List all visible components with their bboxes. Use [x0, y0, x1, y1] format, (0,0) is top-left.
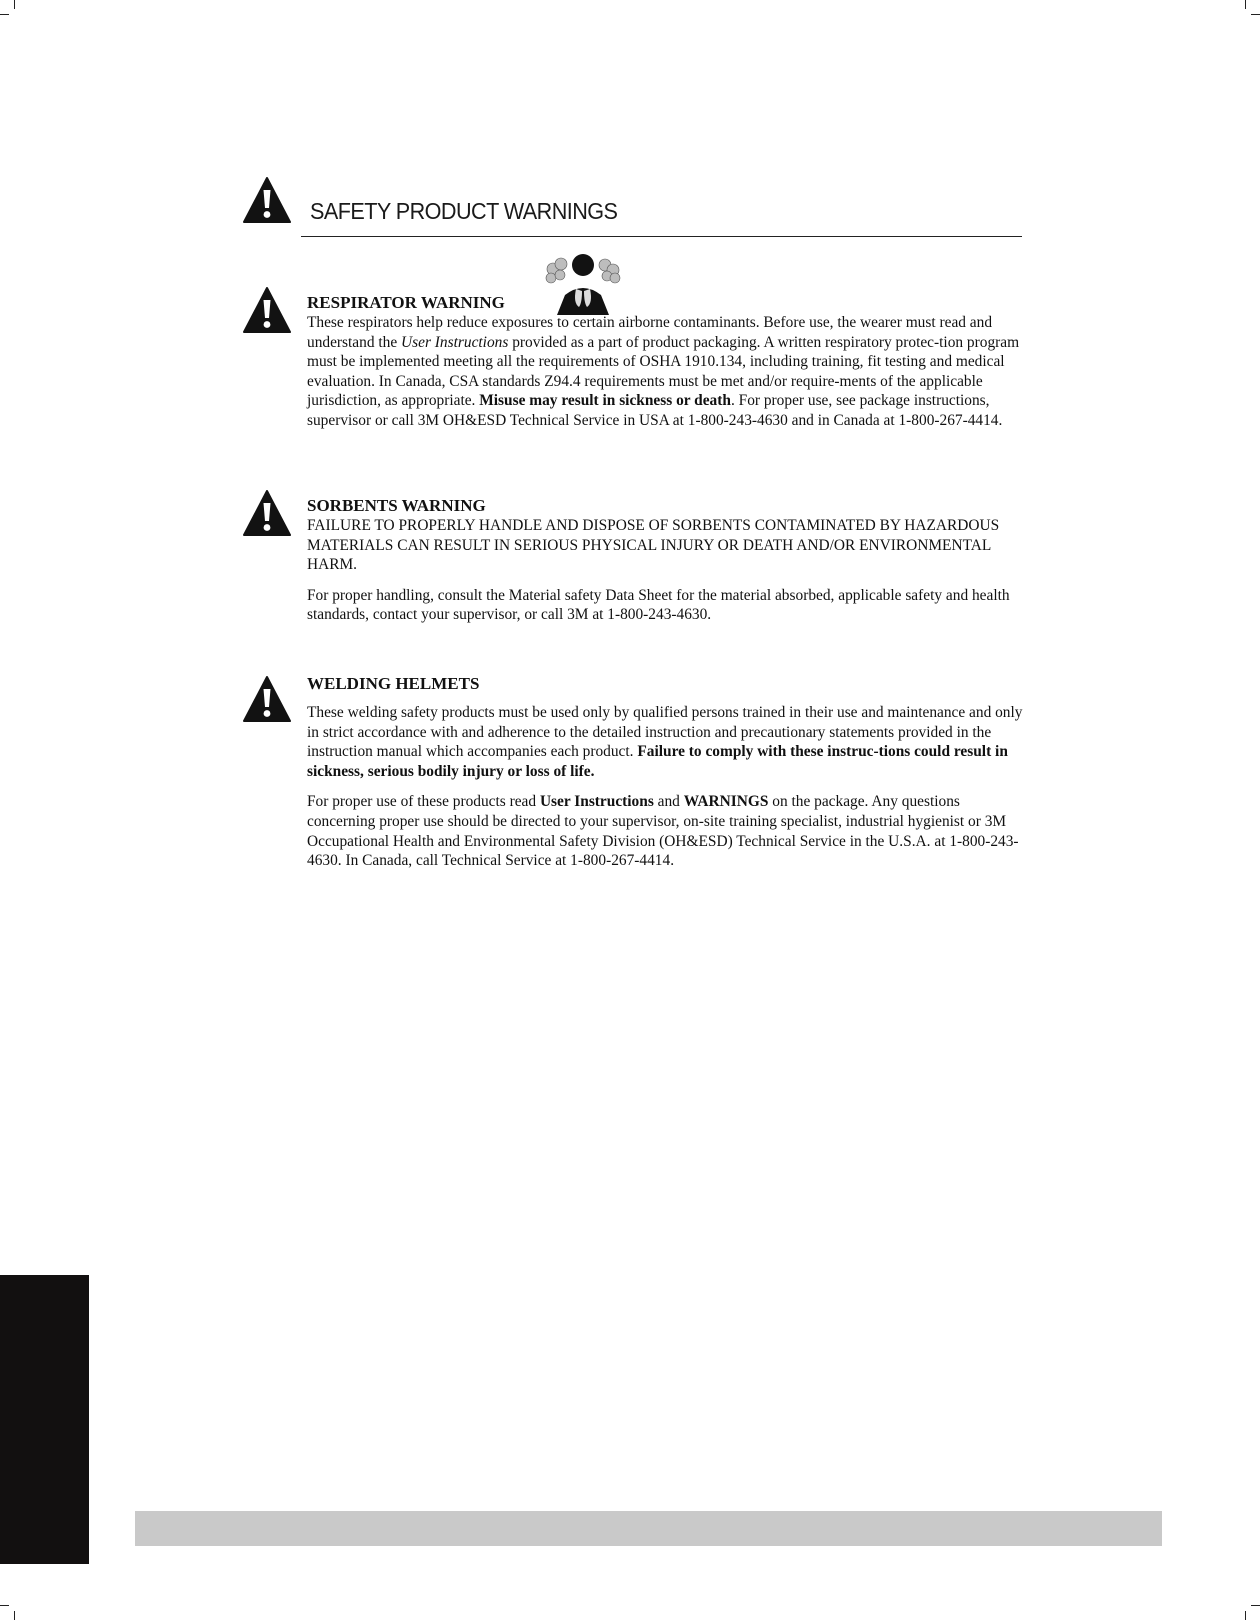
- text-run: on the package. Any questions concerning proper use should be directed to your supervisor, on-site training specialist, industrial hygienist or 3M Occupational Health and Environmental Safety Division (OH&ESD) Technical Service in the U.S.A. at 1-800-243-4630. In Canada, call Technical Service at 1-800-267-4414.: [307, 793, 1019, 870]
- text-run: . For proper use, see package instructions, supervisor or call 3M OH&ESD Technical Service in USA at 1-800-243-4630 and in Canada at 1-800-267-4414.: [307, 392, 1003, 429]
- text-run: For proper use of these products read: [307, 793, 540, 811]
- warning-triangle-icon: [242, 675, 292, 723]
- crop-mark-top-left: [14, 0, 15, 9]
- sorbents-handling-paragraph: For proper handling, consult the Material safety Data Sheet for the material absorbed, applicable safety and health standards, contact your supervisor, or call 3M at 1-800-243-4630.: [307, 586, 1010, 624]
- crop-mark-bottom-right: [1245, 1611, 1246, 1620]
- text-run: These welding safety products must be used only by qualified persons trained in their use and maintenance and only in strict accordance with and adherence to the detailed instruction and precautionary statements provided in the instruction manual which accompanies each product.: [307, 704, 1023, 761]
- crop-mark-bottom-left: [14, 1611, 15, 1620]
- text-run: These respirators help reduce exposures to certain airborne contaminants. Before use, the wearer must read and understand the: [307, 314, 993, 351]
- sorbents-caps-paragraph: FAILURE TO PROPERLY HANDLE AND DISPOSE OF SORBENTS CONTAMINATED BY HAZARDOUS MATERIALS CAN RESULT IN SERIOUS PHYSICAL INJURY OR DEATH AND/OR ENVIRONMENTAL HARM.: [307, 517, 1000, 574]
- welding-helmets-section: [307, 674, 1029, 871]
- section-heading: SORBENTS WARNING: [307, 496, 486, 515]
- text-run: provided as a part of product packaging. A written respiratory protec-tion program must be implemented meeting all the requirements of OSHA 1910.134, including training, fit testing and medical evaluation. In Canada, CSA standards Z94.4 requirements must be met and/or require-ments of the applicable jurisdiction, as appropriate.: [307, 333, 1020, 410]
- respirator-warning-section: [307, 293, 1029, 431]
- welding-usage-paragraph: [307, 703, 1029, 781]
- warning-triangle-icon: [242, 286, 292, 334]
- crop-mark-bottom-right-h: [1251, 1605, 1260, 1606]
- title-divider: [301, 236, 1022, 237]
- warnings-bold: WARNINGS: [683, 793, 769, 811]
- warning-triangle-icon: [242, 489, 292, 537]
- text-run: and: [653, 793, 684, 811]
- crop-mark-top-right: [1245, 0, 1246, 9]
- section-heading: WELDING HELMETS: [307, 674, 480, 693]
- crop-mark-top-right-h: [1251, 14, 1260, 15]
- user-instructions-emphasis: User Instructions: [401, 333, 509, 351]
- page-title: SAFETY PRODUCT WARNINGS: [310, 198, 618, 224]
- respirator-paragraph: [307, 313, 1029, 431]
- side-tab-marker: [0, 1275, 89, 1564]
- failure-warning-bold: Failure to comply with these instruc-tions could result in sickness, serious bodily injury or loss of life.: [307, 743, 1008, 780]
- welding-proper-use-paragraph: [307, 792, 1029, 870]
- warning-triangle-icon: [242, 176, 292, 224]
- footer-bar: [135, 1511, 1162, 1546]
- user-instructions-bold: User Instructions: [539, 793, 654, 811]
- crop-mark-top-left-h: [0, 14, 9, 15]
- section-heading: RESPIRATOR WARNING: [307, 293, 505, 312]
- misuse-warning-bold: Misuse may result in sickness or death: [479, 392, 731, 410]
- sorbents-warning-section: [307, 496, 1029, 625]
- crop-mark-bottom-left-h: [0, 1605, 9, 1606]
